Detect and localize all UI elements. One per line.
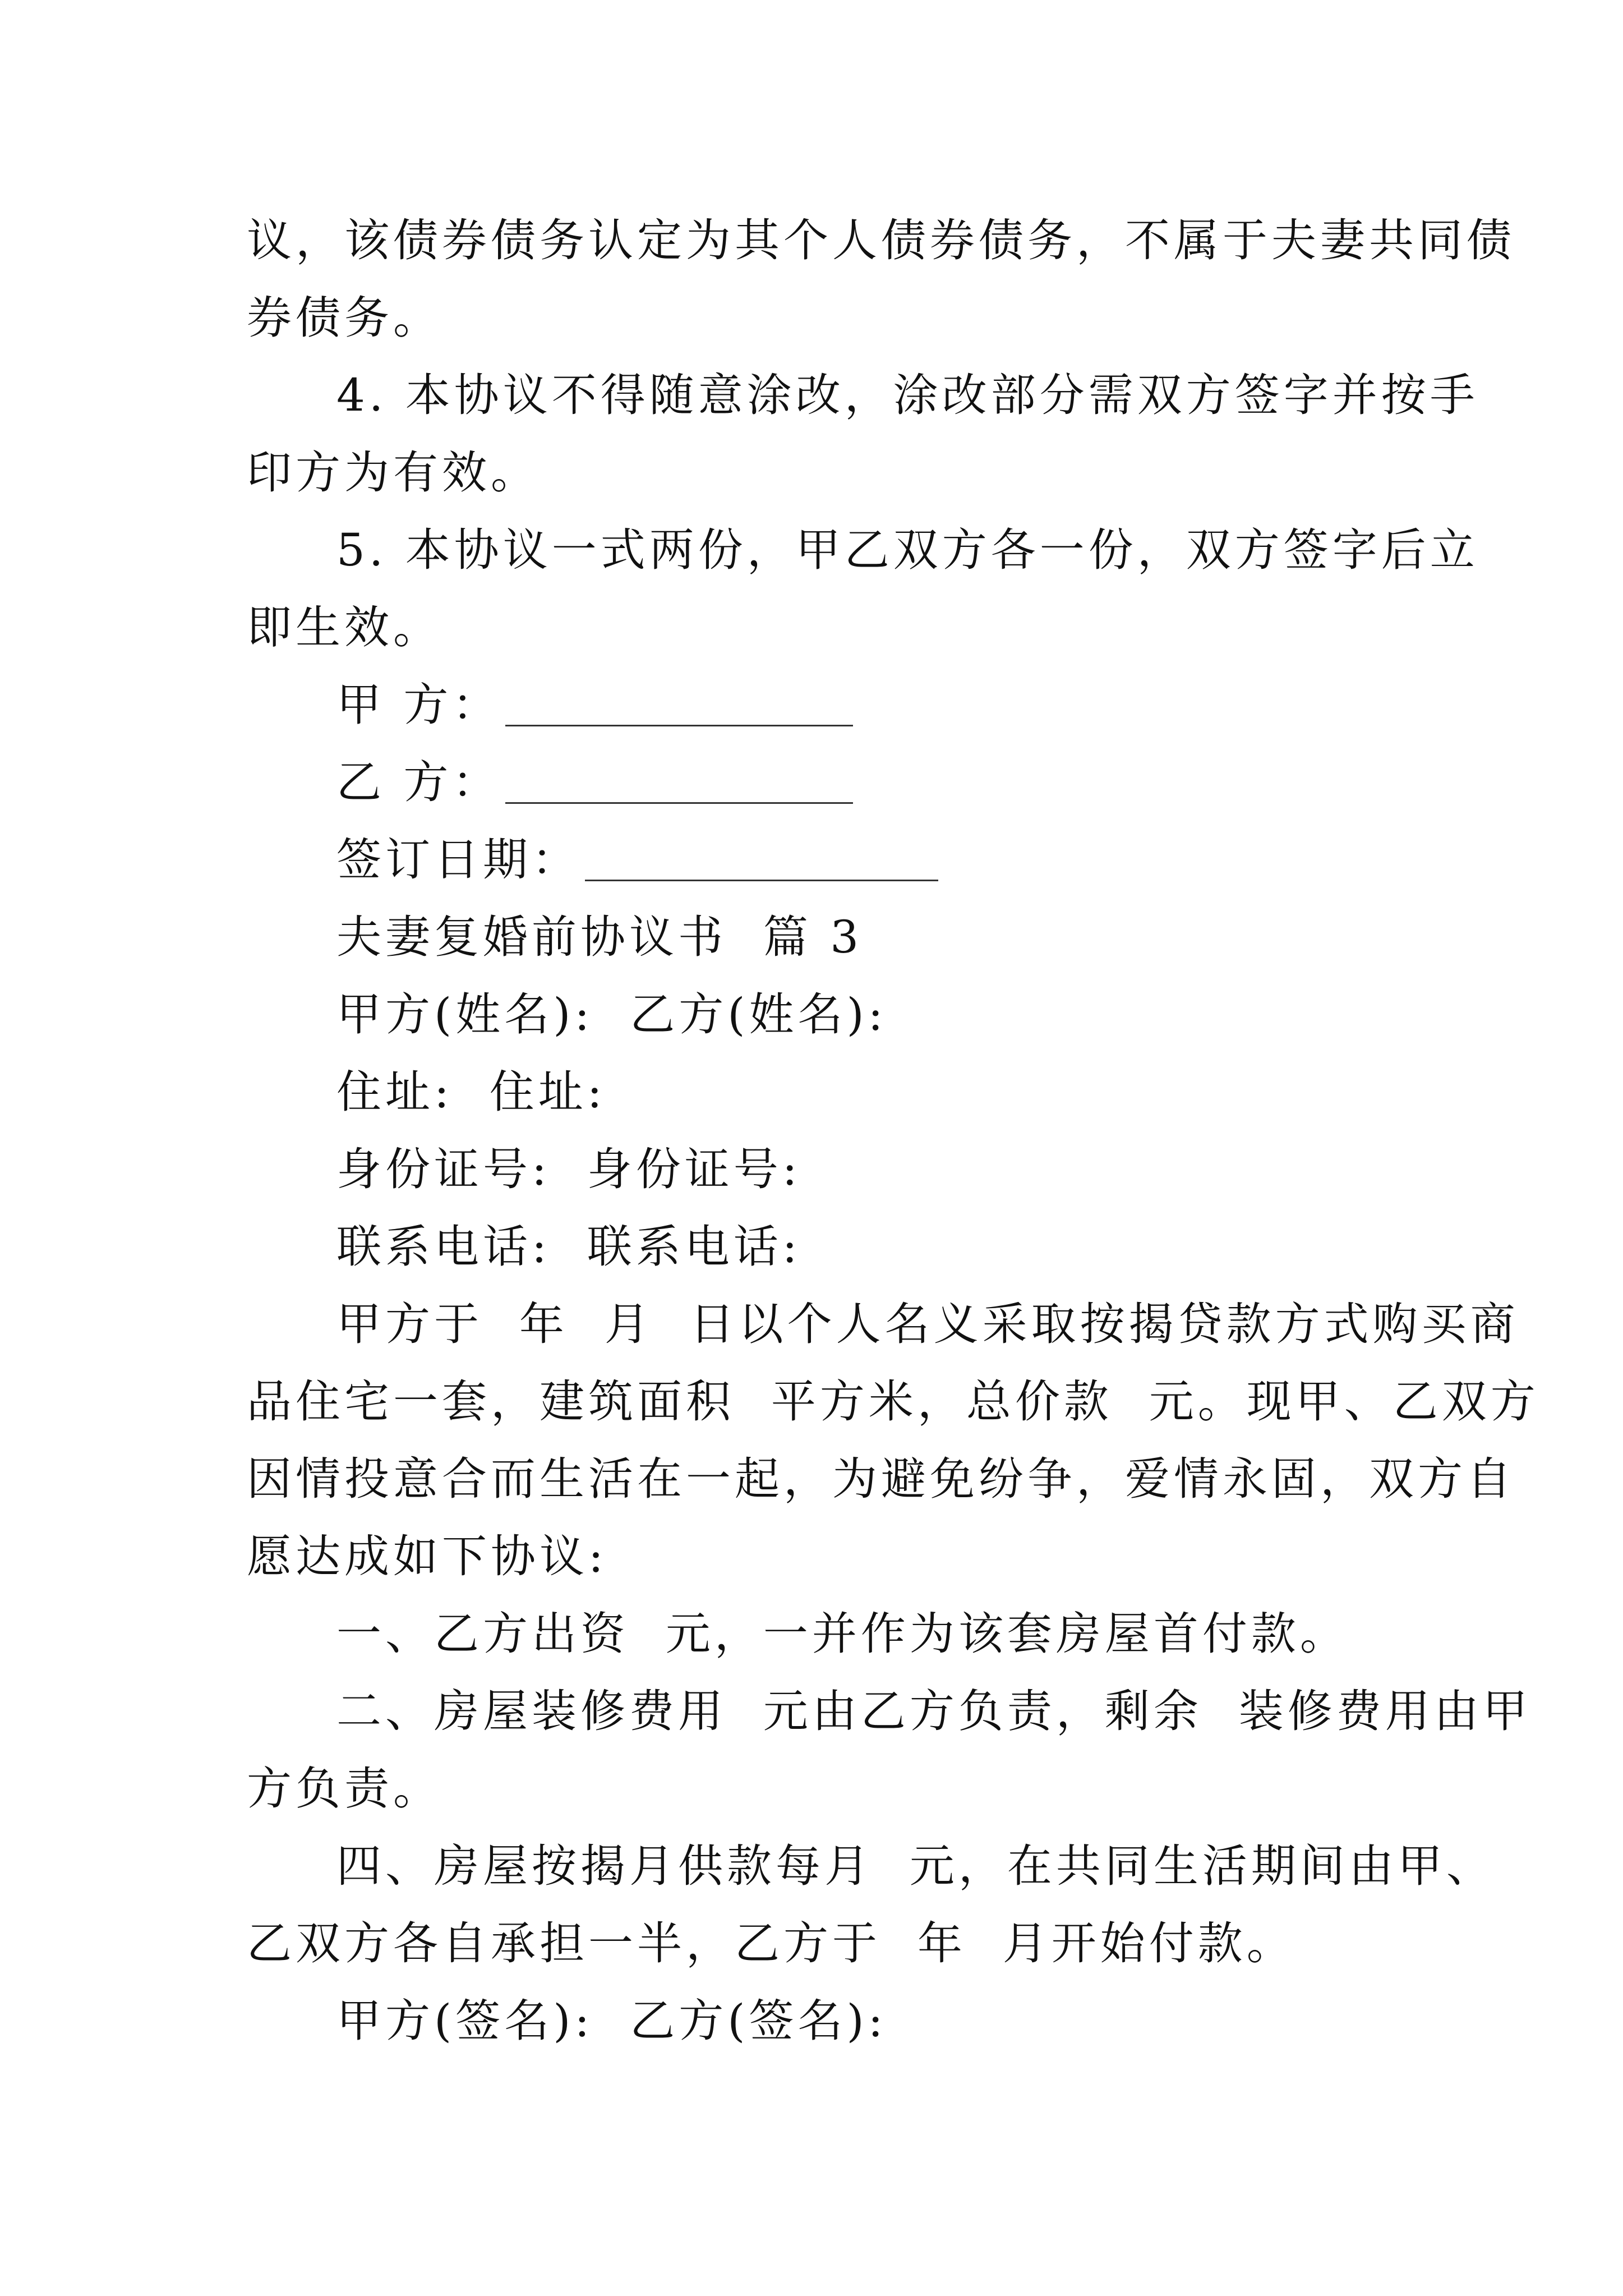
- party-a-signature-row: [247, 666, 1391, 744]
- party-b-label: 乙 方：: [336, 756, 501, 808]
- sign-date-label: 签订日期：: [336, 834, 580, 886]
- paragraph-line: 愿达成如下协议:: [247, 1530, 607, 1582]
- paragraph-line: 因情投意合而生活在一起，为避免纷争，爱情永固，双方自: [247, 1453, 1515, 1505]
- text-line: 即生效。: [247, 601, 442, 654]
- clause-4-section3: 四、房屋按揭月供款每月 元，在共同生活期间由甲、: [336, 1840, 1495, 1892]
- clause-2: 二、房屋装修费用 元由乙方负责，剩余 装修费用由甲: [336, 1685, 1532, 1737]
- sign-date-row: [247, 821, 1391, 899]
- party-b-signature-line: [505, 769, 853, 804]
- party-b-signature-row: [247, 744, 1391, 821]
- clause-4: 4. 本协议不得随意涂改，涂改部分需双方签字并按手: [336, 369, 1479, 421]
- paragraph-line: 方负责。: [247, 1763, 442, 1815]
- signature-names-row: 甲方(签名): 乙方(签名):: [336, 1995, 887, 2047]
- section-title: 夫妻复婚前协议书 篇 3: [336, 911, 863, 963]
- phone-row: 联系电话: 联系电话:: [336, 1221, 801, 1273]
- text-line: 券债务。: [247, 292, 442, 344]
- party-names-row: 甲方(姓名): 乙方(姓名):: [336, 988, 887, 1041]
- party-a-label: 甲 方：: [336, 679, 501, 731]
- id-number-row: 身份证号: 身份证号:: [336, 1143, 801, 1195]
- document-body: [247, 202, 1539, 2060]
- clause-5: 5. 本协议一式两份，甲乙双方各一份，双方签字后立: [336, 524, 1479, 576]
- text-line: 印方为有效。: [247, 447, 540, 499]
- paragraph-line: 乙双方各自承担一半，乙方于 年 月开始付款。: [247, 1917, 1295, 1970]
- paragraph-line: 甲方于 年 月 日以个人名义采取按揭贷款方式购买商: [336, 1298, 1519, 1350]
- sign-date-line: [585, 846, 938, 881]
- address-row: 住址: 住址:: [336, 1066, 606, 1118]
- clause-1: 一、乙方出资 元，一并作为该套房屋首付款。: [336, 1608, 1349, 1660]
- text-line: 议，该债券债务认定为其个人债券债务，不属于夫妻共同债: [247, 214, 1515, 266]
- party-a-signature-line: [505, 691, 853, 726]
- paragraph-line: 品住宅一套，建筑面积 平方米，总价款 元。现甲、乙双方: [247, 1375, 1539, 1428]
